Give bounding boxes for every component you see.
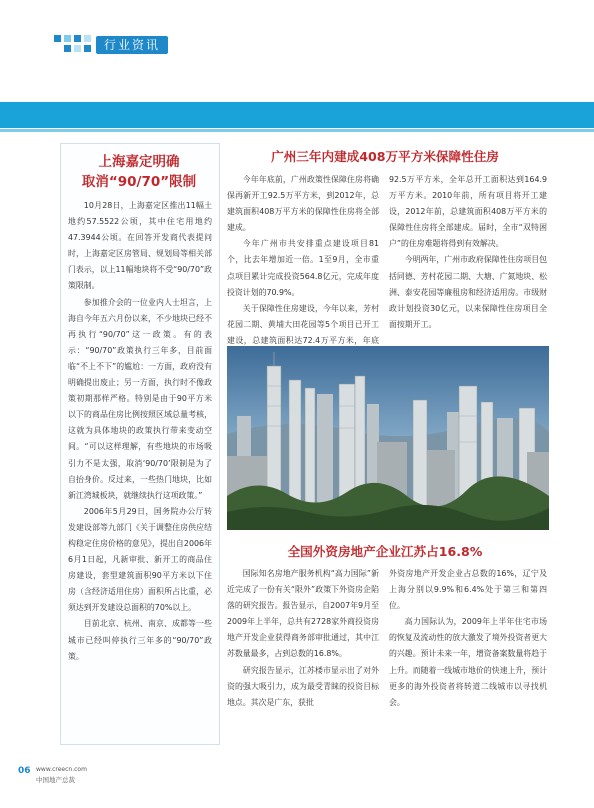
paragraph: 2006年5月29日，国务院办公厅转发建设部等九部门《关于调整住房供应结构稳定住房价格的意见》，提出自2006年6月1日起，凡新审批、新开工的商品住房建设，套型建筑面积90平方米以下住房（含经济适用住房）面积所占比重，必须达到开发建设总面积的70%以上。 [68,506,212,613]
decorative-square [84,45,91,52]
skyline-illustration [227,346,549,530]
decorative-square [64,35,71,42]
paragraph: 高力国际认为，2009年上半年住宅市场的恢复及流动性的放大激发了境外投资者更大的兴趣。预计未来一年，增资备案数量将趋于上升。而随着一线城市地价的快速上升，预计更多的海外投资者将转道二线城市以寻找机会。 [389,617,547,707]
left-title-line1: 上海嘉定明确 [98,154,180,170]
paragraph: 今明两年，广州市政府保障性住房项目包括同德、芳村花园二期、大塘、广氮地块、松洲、泰安花园等廉租房和经济适用房。市级财政计划投资30亿元，以来保障性住房项目全面按期开工。 [389,255,547,329]
left-article-title [60,152,218,192]
decorative-square [74,35,81,42]
decorative-square [74,45,81,52]
paragraph: 参加推介会的一位业内人士坦言，上海自今年五六月份以来，不少地块已经不再执行“90/70”这一政策。有的表示：“90/70”政策执行三年多，目前面临“不上不下”的尴尬：一方面，政府没有明确提出废止；另一方面，执行时不像政策初期那样严格。特别是由于90平方米以下的商品住房比例按照区域总量考核，这就为具体地块的政策执行带来变动空间。“可以这样理解，有些地块的市场吸引力不是太强，取消‘90/70’限制是为了自抬身价。反过来，一些热门地块，比如新江湾城板块，就继续执行这项政策。” [68,297,212,500]
magazine-name: 中国地产总裁 [36,776,75,784]
guangzhou-article-title: 广州三年内建成408万平方米保障性住房 [271,149,499,164]
jiangsu-column-1 [227,566,379,711]
guangzhou-column-1 [227,172,379,365]
paragraph: 今年广州市共安排重点建设项目81个，比去年增加近一倍。1至9月，全市重点项目累计完成投资564.8亿元，完成年度投资计划的70.9%。 [227,239,379,297]
paragraph: 今年年底前，广州政策性保障住房将确保再新开工92.5万平方米，到2012年，总建筑面积408万平方米的保障性住房将全部建成。 [227,175,379,233]
decorative-square [54,35,61,42]
city-skyline-photo [227,346,549,530]
guangzhou-column-2 [389,172,547,333]
paragraph: 国际知名房地产服务机构“高力国际”新近完成了一份有关“限外”政策下外资房企陷落的研究报告。报告显示，自2007年9月至2009年上半年，总共有2728家外商投资房地产开发企业获得商务部审批通过，其中江苏数量最多，占到总数的16.8%。 [227,569,379,659]
decorative-square [84,35,91,42]
paragraph: 92.5万平方米，全年总开工面积达到164.9万平方米。2010年前，所有项目将开工建设，2012年前，总建筑面积408万平方米的保障性住房将全部建成。届时，全市“双特困户”的住房难题将得到有效解决。 [389,175,547,249]
paragraph: 目前北京、杭州、南京、成都等一些城市已经叫停执行三年多的“90/70”政策。 [68,619,212,661]
paragraph: 研究报告显示，江苏楼市显示出了对外资的强大吸引力，成为最受青睐的投资目标地点。其次是广东，获批 [227,665,379,707]
left-title-line2: 取消“90/70”限制 [81,174,197,190]
left-article-body [68,198,212,665]
decorative-square [64,45,71,52]
header-blue-bar [0,102,594,128]
jiangsu-article-title: 全国外资房地产企业江苏占16.8% [287,544,483,559]
paragraph: 外资房地产开发企业占总数的16%，辽宁及上海分别以9.9%和6.4%处于第三和第四位。 [389,569,547,611]
paragraph: 关于保障性住房建设，今年以来，芳村花园二期、黄埔大田花园等5个项目已开工建设，总建筑面积达72.4万平方米，年底 [227,303,379,345]
section-label: 行业资讯 [96,36,168,54]
paragraph: 10月28日，上海嘉定区推出11幅土地约57.5522公顷，其中住宅用地约47.3944公顷。在回答开发商代表提问时，上海嘉定区房管局、规划局等相关部门表示，以上11幅地块将不受“90/70”政策限制。 [68,201,212,291]
jiangsu-column-2 [389,566,547,711]
footer-url: www.creecn.com [36,766,87,773]
header-blue-stripe [0,129,594,132]
page-number: 06 [18,766,31,776]
